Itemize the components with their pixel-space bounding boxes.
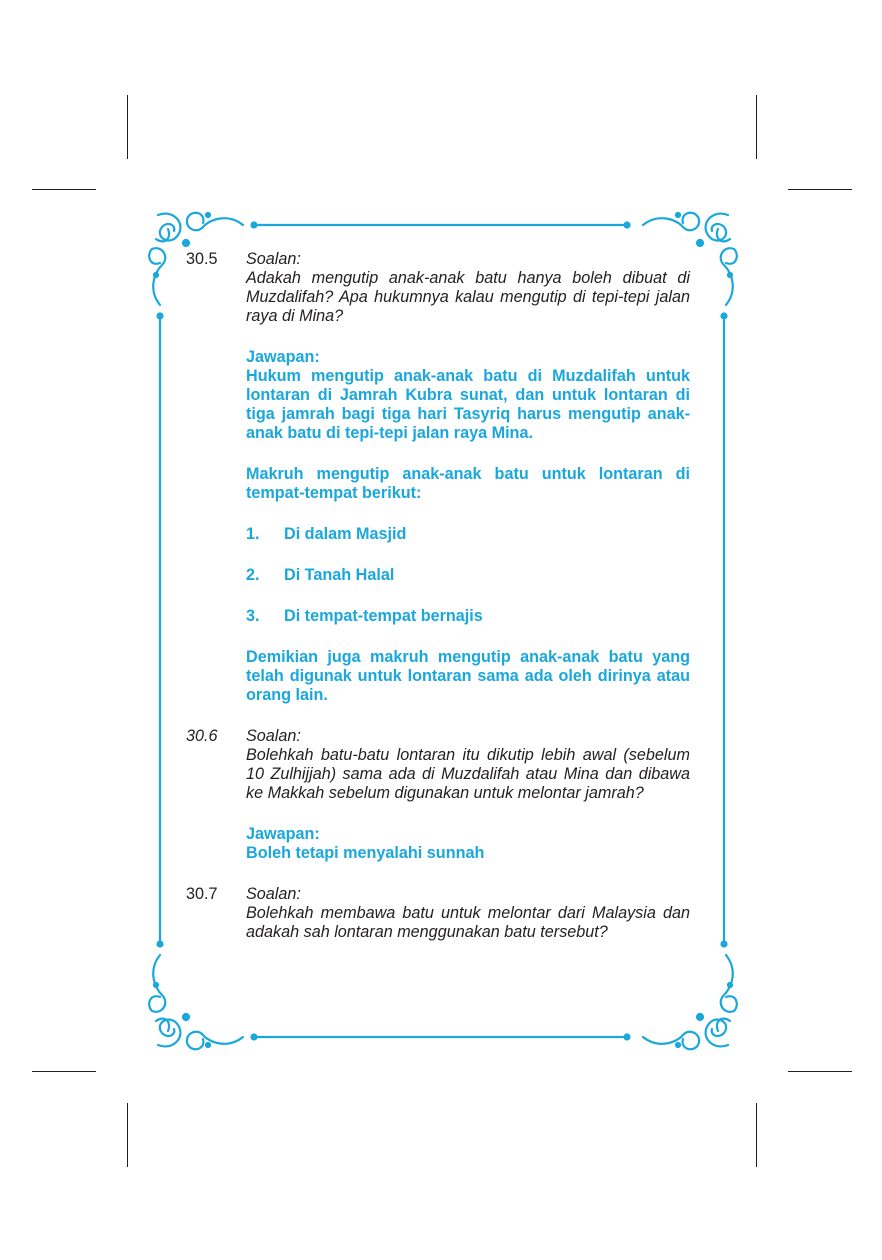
- crop-mark-top-right-horizontal: [788, 189, 852, 190]
- crop-mark-top-left-vertical: [127, 95, 128, 159]
- item-number: 30.6: [186, 727, 218, 745]
- qa-content: [186, 250, 690, 942]
- item-number: 30.7: [186, 885, 218, 903]
- question-text: Bolehkah batu-batu lontaran itu dikutip lebih awal (sebelum 10 Zulhijjah) sama ada di Muzdalifah atau Mina dan dibawa ke Makkah sebelum digunakan untuk melontar jamrah?: [246, 746, 690, 802]
- list-item: [246, 566, 690, 585]
- list-item-number: 1.: [246, 525, 260, 543]
- list-item-number: 2.: [246, 566, 260, 584]
- crop-mark-top-right-vertical: [756, 95, 757, 159]
- corner-scroll-bottom-right: [643, 955, 737, 1049]
- answer-paragraph-2: Makruh mengutip anak-anak batu untuk lontaran di tempat-tempat berikut:: [246, 465, 690, 502]
- answer-paragraph-1: Boleh tetapi menyalahi sunnah: [246, 844, 485, 862]
- question-label: Soalan:: [246, 727, 301, 745]
- list-item-number: 3.: [246, 607, 260, 625]
- question-label: Soalan:: [246, 250, 301, 268]
- answer-paragraph-1: Hukum mengutip anak-anak batu di Muzdalifah untuk lontaran di Jamrah Kubra sunat, dan untuk lontaran di tiga jamrah bagi tiga hari Tasyriq harus mengutip anak-anak batu di tepi-tepi jalan raya Mina.: [246, 367, 690, 442]
- question-text: Adakah mengutip anak-anak batu hanya boleh dibuat di Muzdalifah? Apa hukumnya kalau mengutip di tepi-tepi jalan raya di Mina?: [246, 269, 690, 325]
- list-item: [246, 525, 690, 544]
- crop-mark-bottom-left-vertical: [127, 1103, 128, 1167]
- crop-mark-bottom-right-horizontal: [788, 1071, 852, 1072]
- list-item-text: Di tempat-tempat bernajis: [284, 607, 483, 625]
- list-item-text: Di dalam Masjid: [284, 525, 407, 543]
- qa-item-30-7: [186, 885, 690, 942]
- item-number: 30.5: [186, 250, 218, 268]
- qa-item-30-6: [186, 727, 690, 863]
- list-item: [246, 607, 690, 626]
- answer-paragraph-3: Demikian juga makruh mengutip anak-anak batu yang telah digunak untuk lontaran sama ada oleh dirinya atau orang lain.: [246, 648, 690, 704]
- crop-mark-bottom-left-horizontal: [32, 1071, 96, 1072]
- answer-label: Jawapan:: [246, 825, 320, 843]
- answer-list: [246, 525, 690, 626]
- crop-mark-top-left-horizontal: [32, 189, 96, 190]
- corner-scroll-bottom-left: [149, 955, 243, 1049]
- question-label: Soalan:: [246, 885, 301, 903]
- list-item-text: Di Tanah Halal: [284, 566, 395, 584]
- question-text: Bolehkah membawa batu untuk melontar dari Malaysia dan adakah sah lontaran menggunakan batu tersebut?: [246, 904, 690, 941]
- crop-mark-bottom-right-vertical: [756, 1103, 757, 1167]
- qa-item-30-5: [186, 250, 690, 705]
- answer-label: Jawapan:: [246, 348, 320, 366]
